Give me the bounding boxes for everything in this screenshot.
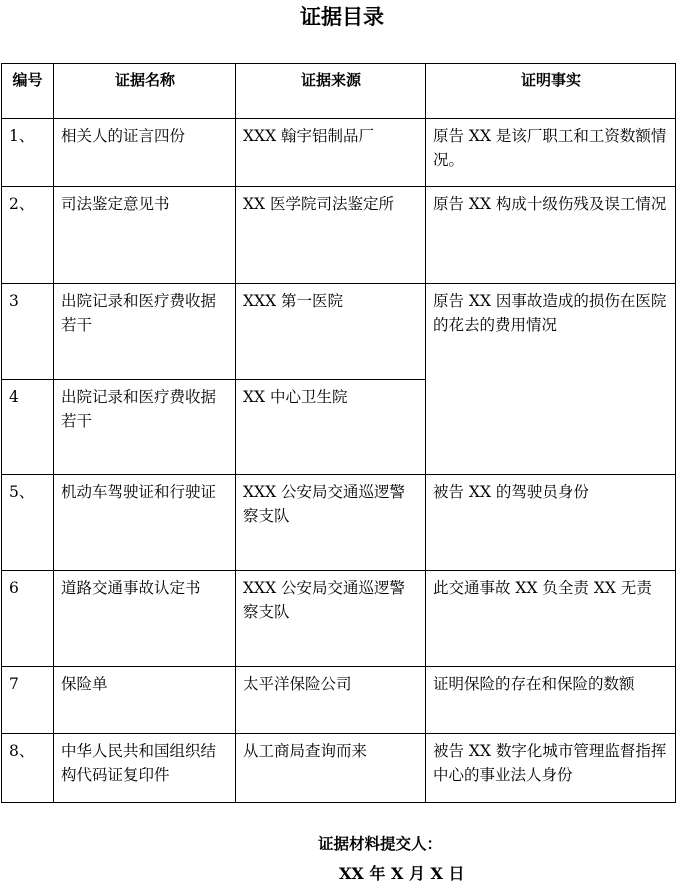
- header-source: 证据来源: [236, 64, 426, 119]
- cell-fact: 此交通事故 XX 负全责 XX 无责: [426, 571, 676, 667]
- cell-fact: 原告 XX 是该厂职工和工资数额情况。: [426, 119, 676, 187]
- cell-source: XXX 翰宇铝制品厂: [236, 119, 426, 187]
- cell-fact: 被告 XX 数字化城市管理监督指挥中心的事业法人身份: [426, 734, 676, 803]
- cell-source: 从工商局查询而来: [236, 734, 426, 803]
- table-row: [2, 187, 676, 284]
- table-row: [2, 475, 676, 571]
- cell-name: 出院记录和医疗费收据若干: [54, 380, 236, 475]
- cell-fact: 证明保险的存在和保险的数额: [426, 667, 676, 734]
- cell-no: 2、: [2, 187, 54, 284]
- submitter-label: 证据材料提交人：: [318, 835, 443, 853]
- table-header-row: [2, 64, 676, 119]
- header-fact: 证明事实: [426, 64, 676, 119]
- cell-source: XXX 公安局交通巡逻警察支队: [236, 475, 426, 571]
- cell-source: XXX 第一医院: [236, 284, 426, 380]
- header-name: 证据名称: [54, 64, 236, 119]
- cell-name: 中华人民共和国组织结构代码证复印件: [54, 734, 236, 803]
- table-row: [2, 571, 676, 667]
- cell-no: 3: [2, 284, 54, 380]
- cell-source: XX 中心卫生院: [236, 380, 426, 475]
- cell-source: XX 医学院司法鉴定所: [236, 187, 426, 284]
- table-row: [2, 734, 676, 803]
- cell-no: 7: [2, 667, 54, 734]
- cell-no: 6: [2, 571, 54, 667]
- cell-source: XXX 公安局交通巡逻警察支队: [236, 571, 426, 667]
- cell-name: 机动车驾驶证和行驶证: [54, 475, 236, 571]
- cell-name: 相关人的证言四份: [54, 119, 236, 187]
- cell-no: 1、: [2, 119, 54, 187]
- table-row: [2, 119, 676, 187]
- cell-no: 5、: [2, 475, 54, 571]
- cell-no: 4: [2, 380, 54, 475]
- cell-name: 司法鉴定意见书: [54, 187, 236, 284]
- table-row: [2, 667, 676, 734]
- evidence-table: [1, 63, 676, 803]
- header-no: 编号: [2, 64, 54, 119]
- cell-name: 保险单: [54, 667, 236, 734]
- cell-no: 8、: [2, 734, 54, 803]
- cell-fact: 被告 XX 的驾驶员身份: [426, 475, 676, 571]
- cell-name: 出院记录和医疗费收据若干: [54, 284, 236, 380]
- cell-fact: 原告 XX 构成十级伤残及误工情况: [426, 187, 676, 284]
- cell-source: 太平洋保险公司: [236, 667, 426, 734]
- page-title: 证据目录: [300, 5, 384, 29]
- cell-fact: 原告 XX 因事故造成的损伤在医院的花去的费用情况: [426, 284, 676, 475]
- cell-name: 道路交通事故认定书: [54, 571, 236, 667]
- table-row: [2, 284, 676, 380]
- submission-date: XX 年 X 月 X 日: [339, 864, 465, 883]
